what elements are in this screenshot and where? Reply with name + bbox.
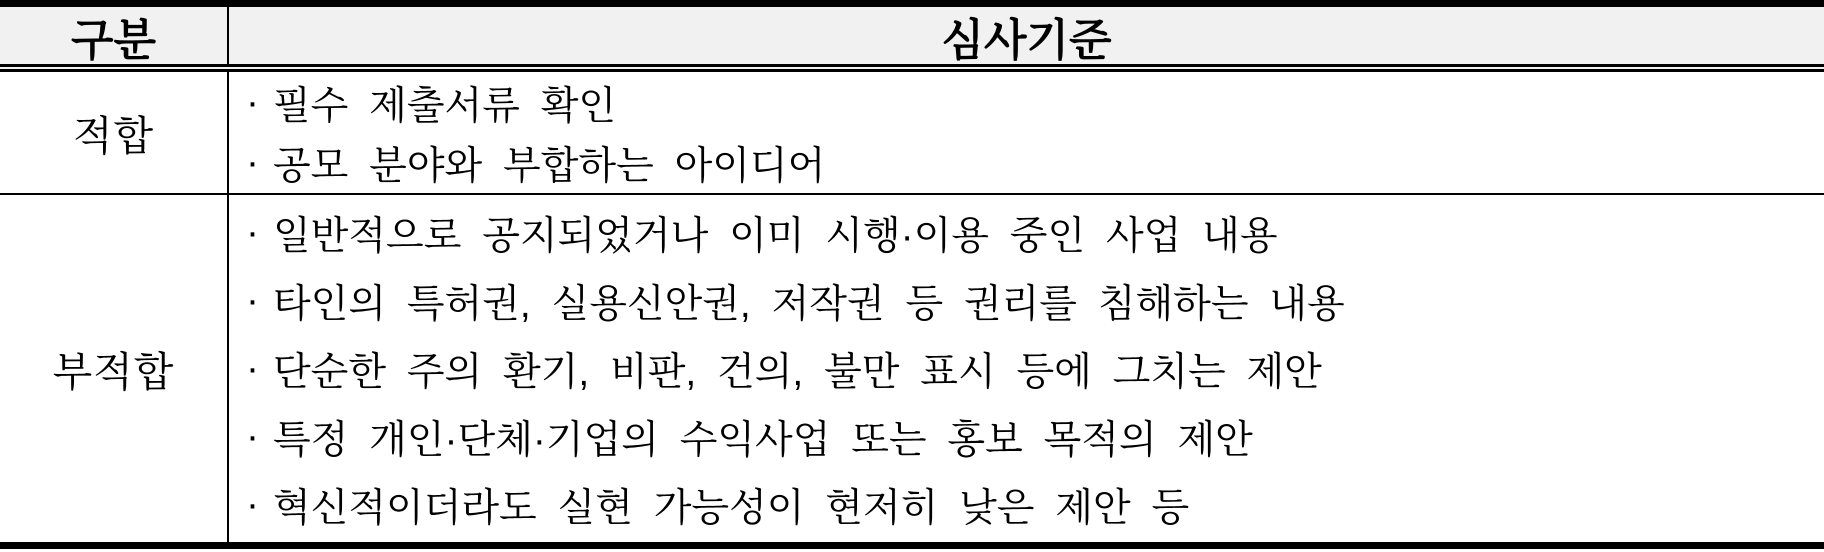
criteria-text: 혁신적이더라도 실현 가능성이 현저히 낮은 제안 등 xyxy=(273,486,1190,530)
category-cell-unsuitable xyxy=(0,195,229,542)
table-bottom-border xyxy=(0,542,1824,549)
bullet-dot-icon: · xyxy=(246,347,259,390)
header-label-category: 구분 xyxy=(70,15,156,65)
category-label-suitable: 적합 xyxy=(72,113,155,159)
criteria-list-unsuitable xyxy=(229,195,1824,542)
bullet-dot-icon: · xyxy=(246,483,259,526)
criteria-item xyxy=(246,133,1824,193)
criteria-text: 필수 제출서류 확인 xyxy=(273,84,617,128)
criteria-text: 타인의 특허권, 실용신안권, 저작권 등 권리를 침해하는 내용 xyxy=(273,282,1345,326)
criteria-item xyxy=(246,267,1824,335)
criteria-text: 단순한 주의 환기, 비판, 건의, 불만 표시 등에 그치는 제안 xyxy=(273,350,1322,394)
header-label-criteria: 심사기준 xyxy=(941,15,1112,65)
header-cell-criteria xyxy=(229,7,1824,64)
bullet-dot-icon: · xyxy=(246,141,259,184)
criteria-text: 일반적으로 공지되었거나 이미 시행·이용 중인 사업 내용 xyxy=(273,214,1278,258)
criteria-item xyxy=(246,73,1824,133)
criteria-text: 공모 분야와 부합하는 아이디어 xyxy=(273,144,826,188)
criteria-item xyxy=(246,403,1824,471)
category-cell-suitable xyxy=(0,72,229,193)
table-header-row xyxy=(0,7,1824,72)
criteria-text: 특정 개인·단체·기업의 수익사업 또는 홍보 목적의 제안 xyxy=(273,418,1253,462)
bullet-dot-icon: · xyxy=(246,415,259,458)
criteria-item xyxy=(246,199,1824,267)
criteria-item xyxy=(246,471,1824,539)
bullet-dot-icon: · xyxy=(246,211,259,254)
criteria-list-suitable xyxy=(229,72,1824,193)
category-label-unsuitable: 부적합 xyxy=(52,349,175,395)
table-row-unsuitable xyxy=(0,195,1824,542)
header-cell-category xyxy=(0,7,229,64)
bullet-dot-icon: · xyxy=(246,81,259,124)
table-top-border xyxy=(0,0,1824,7)
table-row-suitable xyxy=(0,72,1824,195)
bullet-dot-icon: · xyxy=(246,279,259,322)
criteria-item xyxy=(246,335,1824,403)
